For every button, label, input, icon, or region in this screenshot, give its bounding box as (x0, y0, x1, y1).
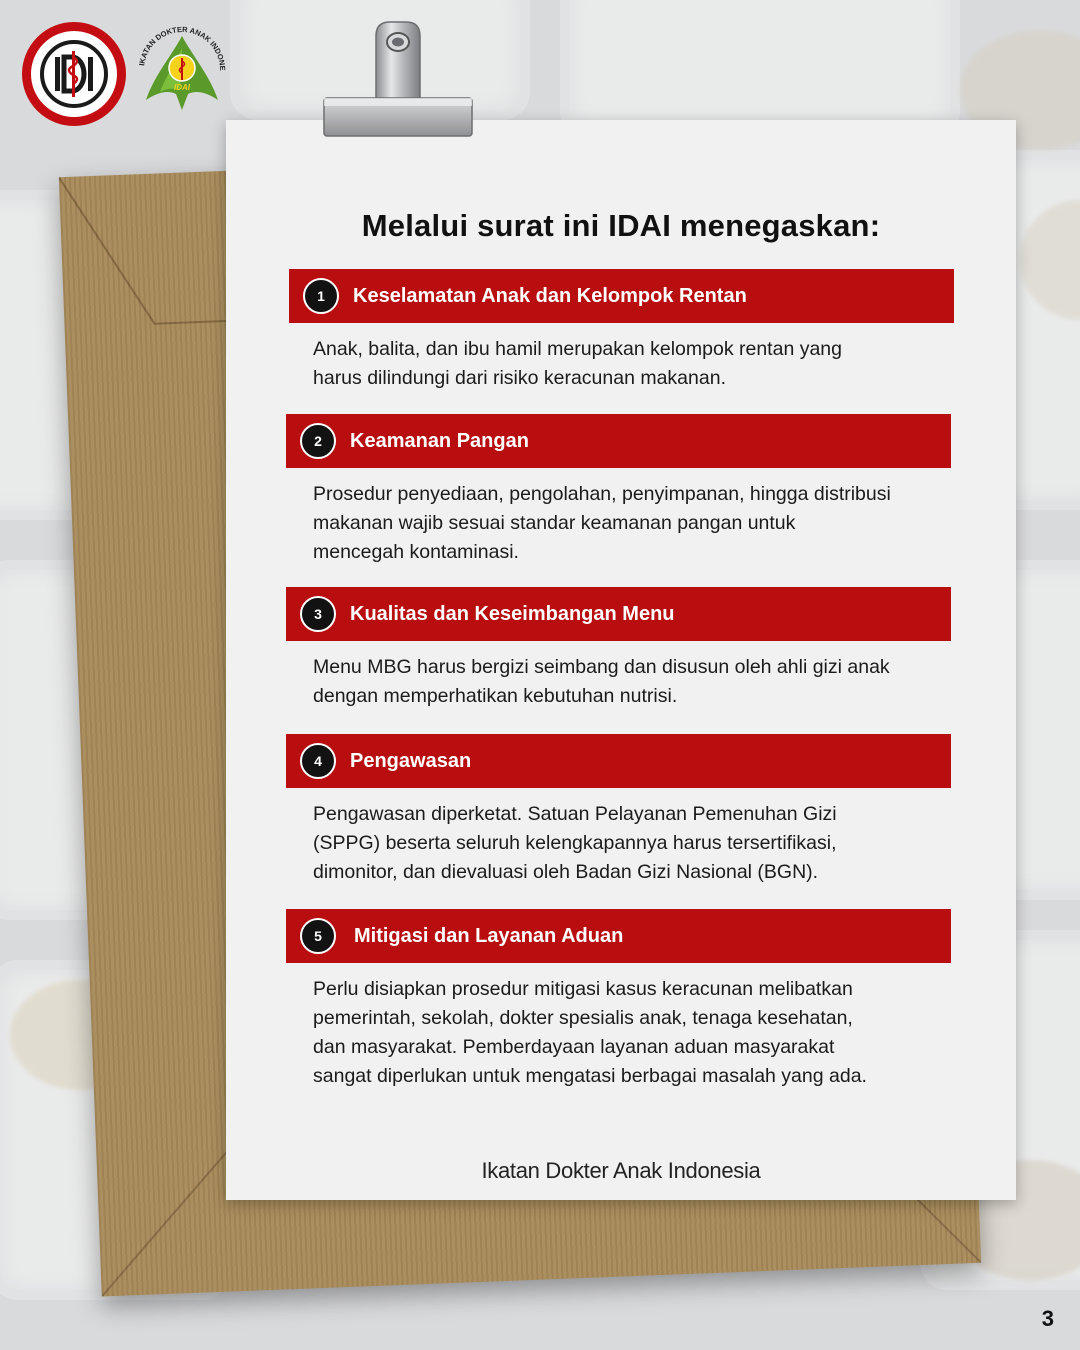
point-description (313, 480, 993, 567)
point-item-2 (286, 414, 1016, 567)
point-title: Kualitas dan Keseimbangan Menu (350, 602, 675, 625)
description-line: Menu MBG harus bergizi seimbang dan disusun oleh ahli gizi anak (313, 656, 890, 678)
point-description (313, 653, 993, 711)
description-line: Anak, balita, dan ibu hamil merupakan kelompok rentan yang (313, 338, 842, 360)
point-description (313, 800, 993, 887)
description-line: mencegah kontaminasi. (313, 541, 519, 563)
main-title: Melalui surat ini IDAI menegaskan: (361, 208, 881, 243)
description-line: Perlu disiapkan prosedur mitigasi kasus keracunan melibatkan (313, 978, 853, 1000)
point-number-badge: 2 (300, 423, 336, 459)
point-header (286, 734, 951, 788)
point-number-badge: 4 (300, 743, 336, 779)
idi-logo (22, 22, 126, 126)
point-title: Pengawasan (350, 749, 472, 772)
point-item-3 (286, 587, 1016, 711)
idai-arc-text: IKATAN DOKTER ANAK INDONE (137, 24, 228, 71)
description-line: pemerintah, sekolah, dokter spesialis anak, tenaga kesehatan, (313, 1007, 853, 1029)
description-line: Prosedur penyediaan, pengolahan, penyimpanan, hingga distribusi (313, 483, 891, 505)
idai-logo-text: IDAI (174, 83, 190, 92)
description-line: dan masyarakat. Pemberdayaan layanan aduan masyarakat (313, 1036, 835, 1058)
page-number: 3 (1041, 1306, 1054, 1331)
description-line: Pengawasan diperketat. Satuan Pelayanan Pemenuhan Gizi (313, 803, 837, 825)
idi-emblem-icon (31, 31, 117, 117)
tray-shape (560, 0, 960, 140)
letter-paper (226, 120, 1016, 1200)
point-header (289, 269, 954, 323)
idai-emblem-icon (134, 18, 230, 118)
point-description (313, 335, 993, 393)
idai-logo (134, 18, 230, 118)
description-line: dengan memperhatikan kebutuhan nutrisi. (313, 685, 678, 707)
description-line: (SPPG) beserta seluruh kelengkapannya harus tersertifikasi, (313, 832, 837, 854)
point-number-badge: 1 (303, 278, 339, 314)
point-item-5 (286, 909, 1016, 1091)
point-item-4 (286, 734, 1016, 887)
point-description (313, 975, 993, 1091)
description-line: harus dilindungi dari risiko keracunan makanan. (313, 367, 726, 389)
point-number-badge: 5 (300, 918, 336, 954)
point-number-badge: 3 (300, 596, 336, 632)
point-title: Keamanan Pangan (350, 429, 529, 452)
point-header (286, 909, 951, 963)
point-header (286, 414, 951, 468)
signature: Ikatan Dokter Anak Indonesia (481, 1158, 761, 1183)
point-header (286, 587, 951, 641)
point-title: Mitigasi dan Layanan Aduan (354, 924, 624, 947)
point-title: Keselamatan Anak dan Kelompok Rentan (353, 284, 747, 307)
description-line: sangat diperlukan untuk mengatasi berbagai masalah yang ada. (313, 1065, 867, 1087)
description-line: dimonitor, dan dievaluasi oleh Badan Gizi Nasional (BGN). (313, 861, 819, 883)
point-item-1 (286, 269, 1016, 393)
binder-clip-icon (322, 18, 474, 140)
description-line: makanan wajib sesuai standar keamanan pangan untuk (313, 512, 796, 534)
